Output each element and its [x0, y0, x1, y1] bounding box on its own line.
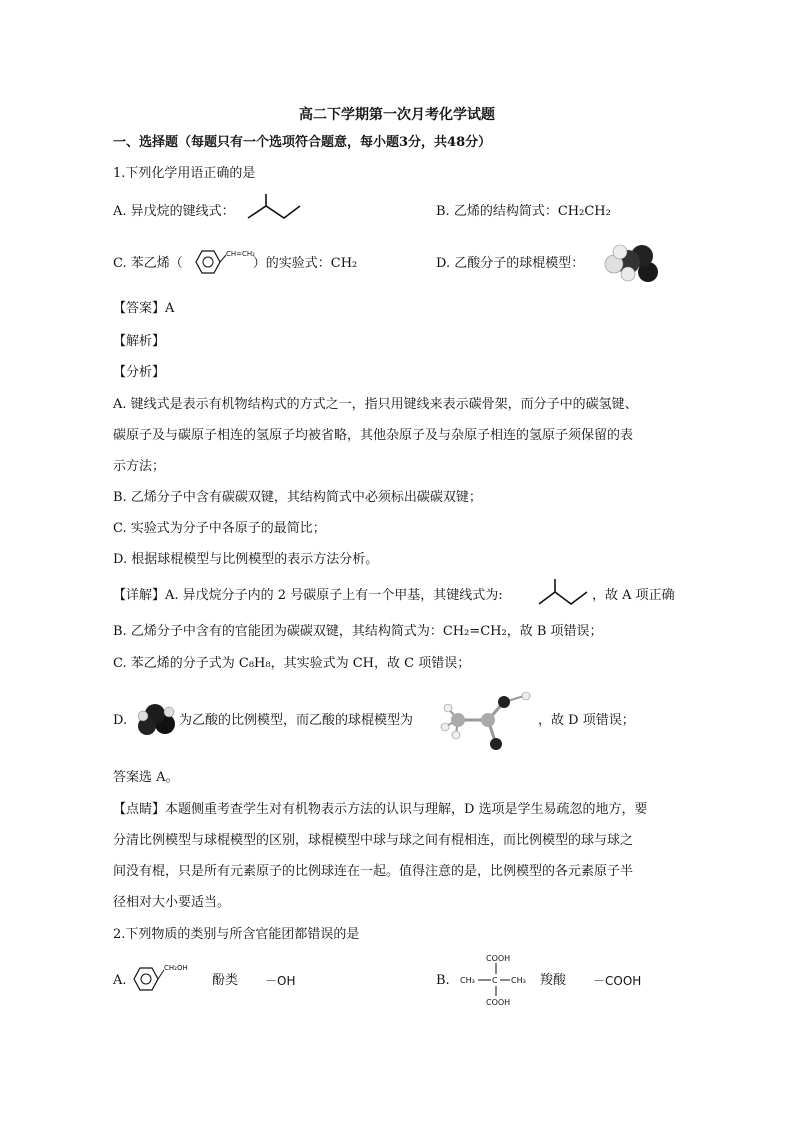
q2-option-b-class: 羧酸 [540, 973, 567, 988]
q1-option-a [113, 203, 235, 221]
acetic-acid-space-filling-small [135, 700, 179, 738]
q2-option-b-label: B. [436, 973, 450, 988]
q1-option-c-tail: ）的实验式：CH₂ [252, 256, 358, 271]
benzyl-alcohol-figure [132, 958, 192, 994]
q1-detail-d-label: D. [113, 713, 128, 728]
q1-fenxi-d: D. 根据球棍模型与比例模型的表示方法分析。 [113, 552, 379, 567]
acetic-acid-ball-stick-figure [438, 686, 538, 756]
q2-option-a-group: －OH [265, 974, 296, 988]
q1-fenxi-heading: 【分析】 [113, 365, 166, 380]
styrene-group-label: CH=CH₂ [226, 250, 255, 258]
page-title: 高二下学期第一次月考化学试题 [299, 107, 495, 123]
q1-fenxi-a-line2: 碳原子及与碳原子相连的氢原子均被省略，其他杂原子及与杂原子相连的氢原子须保留的表 [113, 428, 634, 443]
q1-option-a-label: A. 异戊烷的键线式： [113, 204, 235, 219]
q1-detail-a: 【详解】A. 异戊烷分子内的 2 号碳原子上有一个甲基，其键线式为: [113, 588, 503, 603]
struct-bottom-cooh: COOH [486, 998, 511, 1007]
styrene-figure [192, 247, 258, 277]
isopentane-skeletal-figure [244, 192, 304, 228]
q2-option-a-class: 酚类 [212, 973, 239, 988]
q1-fenxi-c: C. 实验式为分子中各原子的最简比； [113, 521, 326, 536]
q2-option-a-label: A. [113, 973, 127, 988]
q1-fenxi-a-line3: 示方法； [113, 459, 166, 474]
q1-detail-d-tail: ，故 D 项错误； [538, 713, 635, 728]
q1-stem: 1.下列化学用语正确的是 [113, 166, 256, 181]
q1-dianjing-line2: 分清比例模型与球棍模型的区别，球棍模型中球与球之间有棍相连，而比例模型的球与球之 [113, 833, 634, 848]
isopentane-skeletal-figure-2 [535, 576, 591, 612]
q1-option-d: D. 乙酸分子的球棍模型： [436, 256, 585, 271]
struct-left-ch3: CH₃ [460, 976, 475, 985]
q1-dianjing-line4: 径相对大小要适当。 [113, 895, 231, 910]
benzyl-group-label: CH₂OH [164, 964, 188, 972]
q2-stem: 2.下列物质的类别与所含官能团都错误的是 [113, 927, 360, 942]
dimethylmalonic-acid-figure [460, 952, 530, 1008]
struct-top-cooh: COOH [486, 954, 511, 963]
struct-right-ch3: CH₃ [511, 976, 526, 985]
q1-analysis-heading: 【解析】 [113, 334, 166, 349]
q1-dianjing-line1: 【点睛】本题侧重考查学生对有机物表示方法的认识与理解，D 选项是学生易疏忽的地方，要 [113, 802, 648, 817]
q1-dianjing-line3: 间没有棍，只是所有元素原子的比例球连在一起。值得注意的是，比例模型的各元素原子半 [113, 864, 634, 879]
q1-detail-a-tail: ，故 A 项正确 [592, 588, 675, 603]
q1-answer: 【答案】A [113, 301, 175, 316]
struct-center-c: C [492, 976, 498, 985]
q2-option-b-group: －COOH [593, 974, 642, 988]
q1-fenxi-a-line1: A. 键线式是表示有机物结构式的方式之一，指只用键线来表示碳骨架，而分子中的碳氢键、 [113, 397, 638, 412]
q1-detail-d-mid: 为乙酸的比例模型，而乙酸的球棍模型为 [179, 713, 414, 728]
q1-fenxi-b: B. 乙烯分子中含有碳碳双键，其结构简式中必须标出碳碳双键； [113, 490, 482, 505]
section-heading: 一、选择题（每题只有一个选项符合题意，每小题3分，共48分） [113, 135, 492, 150]
q1-detail-b: B. 乙烯分子中含有的官能团为碳碳双键，其结构简式为：CH₂=CH₂，故 B 项错误； [113, 624, 603, 639]
acetic-acid-space-filling-figure [598, 240, 664, 284]
q1-conclusion: 答案选 A。 [113, 770, 179, 785]
q1-detail-c: C. 苯乙烯的分子式为 C₈H₈，其实验式为 CH，故 C 项错误； [113, 656, 471, 671]
q1-option-b: B. 乙烯的结构简式：CH₂CH₂ [436, 204, 611, 219]
q1-option-c-label: C. 苯乙烯（ [113, 256, 183, 271]
